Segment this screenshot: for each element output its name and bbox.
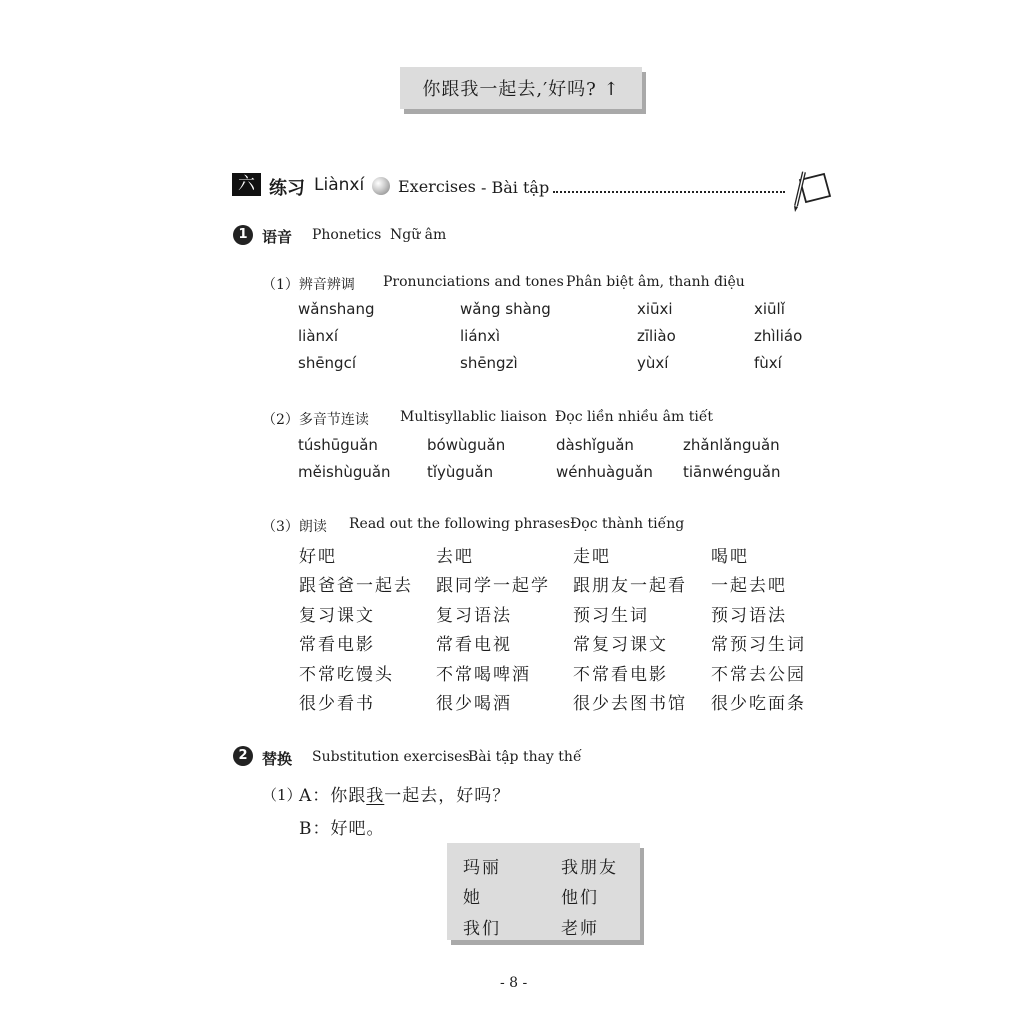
substitution-word: 她 xyxy=(463,888,482,908)
substitution-word: 他们 xyxy=(561,888,599,908)
substitution-box xyxy=(447,843,640,940)
section-number: 六 xyxy=(232,173,261,196)
pinyin-item: zīliào xyxy=(637,327,676,345)
phrase-item: 很少喝酒 xyxy=(436,694,512,714)
phrase-item: 常预习生词 xyxy=(711,635,806,655)
pinyin-item: zhìliáo xyxy=(754,327,803,345)
sub2-label: （2）多音节连读 xyxy=(262,412,369,428)
phrase-item: 好吧 xyxy=(299,547,337,567)
substitution-word: 玛丽 xyxy=(463,858,501,878)
pinyin-item: bówùguǎn xyxy=(427,436,506,454)
pinyin-item: wǎnshang xyxy=(298,300,375,318)
pinyin-item: dàshǐguǎn xyxy=(556,436,634,454)
phrase-item: 跟朋友一起看 xyxy=(573,576,687,596)
dialogue-line-b: B：好吧。 xyxy=(299,819,385,839)
phrase-item: 很少看书 xyxy=(299,694,375,714)
page-number: - 8 - xyxy=(500,975,528,991)
dialogue-a-suffix: 一起去，好吗？ xyxy=(384,786,511,806)
phrase-item: 复习课文 xyxy=(299,606,375,626)
phrase-item: 预习生词 xyxy=(573,606,649,626)
phrase-item: 不常看电影 xyxy=(573,665,668,685)
pinyin-item: zhǎnlǎnguǎn xyxy=(683,436,780,454)
pinyin-item: shēngzì xyxy=(460,354,518,372)
substitution-word: 我们 xyxy=(463,919,501,939)
part2-heading-vn: Bài tập thay thế xyxy=(468,749,582,765)
phrase-item: 预习语法 xyxy=(711,606,787,626)
sub1-label: （1）辨音辨调 xyxy=(262,277,355,293)
pinyin-item: wǎng shàng xyxy=(460,300,551,318)
dialogue-line-a xyxy=(299,781,510,806)
section-title-en: Exercises xyxy=(398,177,476,196)
phrase-item: 喝吧 xyxy=(711,547,749,567)
pinyin-item: yùxí xyxy=(637,354,669,372)
sub1-vn: Phân biệt âm, thanh điệu xyxy=(566,274,745,290)
pinyin-item: měishùguǎn xyxy=(298,463,391,481)
section-title-pinyin: Liànxí xyxy=(314,175,365,195)
phrase-item: 常看电影 xyxy=(299,635,375,655)
sub2-en: Multisyllablic liaison xyxy=(400,409,547,425)
dialogue-number: （1） xyxy=(262,786,302,804)
pinyin-item: liánxì xyxy=(460,327,501,345)
pinyin-item: shēngcí xyxy=(298,354,356,372)
bullet-ball-icon xyxy=(372,177,390,195)
pencil-paper-icon xyxy=(786,166,834,214)
part2-heading-en: Substitution exercises xyxy=(312,749,470,765)
sub1-en: Pronunciations and tones xyxy=(383,274,564,290)
pinyin-item: fùxí xyxy=(754,354,782,372)
phrase-item: 很少去图书馆 xyxy=(573,694,687,714)
part1-heading-zh: 语音 xyxy=(262,228,293,246)
pinyin-item: tǐyùguǎn xyxy=(427,463,494,481)
dialogue-a-target: 我 xyxy=(366,786,385,806)
phrase-item: 不常吃馒头 xyxy=(299,665,394,685)
dotted-leader xyxy=(553,191,785,193)
phrase-item: 常复习课文 xyxy=(573,635,668,655)
pinyin-item: wénhuàguǎn xyxy=(556,463,653,481)
pinyin-item: liànxí xyxy=(298,327,339,345)
part-number-badge: 1 xyxy=(233,225,253,245)
part1-heading-vn: Ngữ âm xyxy=(390,227,447,243)
sub3-en: Read out the following phrases xyxy=(349,516,571,532)
phrase-item: 去吧 xyxy=(436,547,474,567)
substitution-word: 老师 xyxy=(561,919,599,939)
example-sentence-box xyxy=(400,67,642,109)
pinyin-item: tiānwénguǎn xyxy=(683,463,781,481)
section-title-vn: - Bài tập xyxy=(481,178,550,197)
example-sentence: 你跟我一起去,′好吗? ↑ xyxy=(422,79,620,100)
phrase-item: 跟同学一起学 xyxy=(436,576,550,596)
sub3-label: （3）朗读 xyxy=(262,519,327,535)
sub2-vn: Đọc liền nhiều âm tiết xyxy=(555,409,714,425)
dialogue-a-prefix: A：你跟 xyxy=(299,786,367,806)
phrase-item: 走吧 xyxy=(573,547,611,567)
pinyin-item: xiūxi xyxy=(637,300,673,318)
phrase-item: 常看电视 xyxy=(436,635,512,655)
phrase-item: 不常去公园 xyxy=(711,665,806,685)
phrase-item: 复习语法 xyxy=(436,606,512,626)
part1-heading-en: Phonetics xyxy=(312,227,382,243)
part2-heading-zh: 替换 xyxy=(262,750,293,768)
sub3-vn: Đọc thành tiếng xyxy=(570,516,685,532)
phrase-item: 一起去吧 xyxy=(711,576,787,596)
pinyin-item: túshūguǎn xyxy=(298,436,378,454)
section-title-zh: 练习 xyxy=(269,178,305,199)
phrase-item: 跟爸爸一起去 xyxy=(299,576,413,596)
part-number-badge: 2 xyxy=(233,746,253,766)
substitution-word: 我朋友 xyxy=(561,858,618,878)
phrase-item: 不常喝啤酒 xyxy=(436,665,531,685)
phrase-item: 很少吃面条 xyxy=(711,694,806,714)
pinyin-item: xiūlǐ xyxy=(754,300,785,318)
